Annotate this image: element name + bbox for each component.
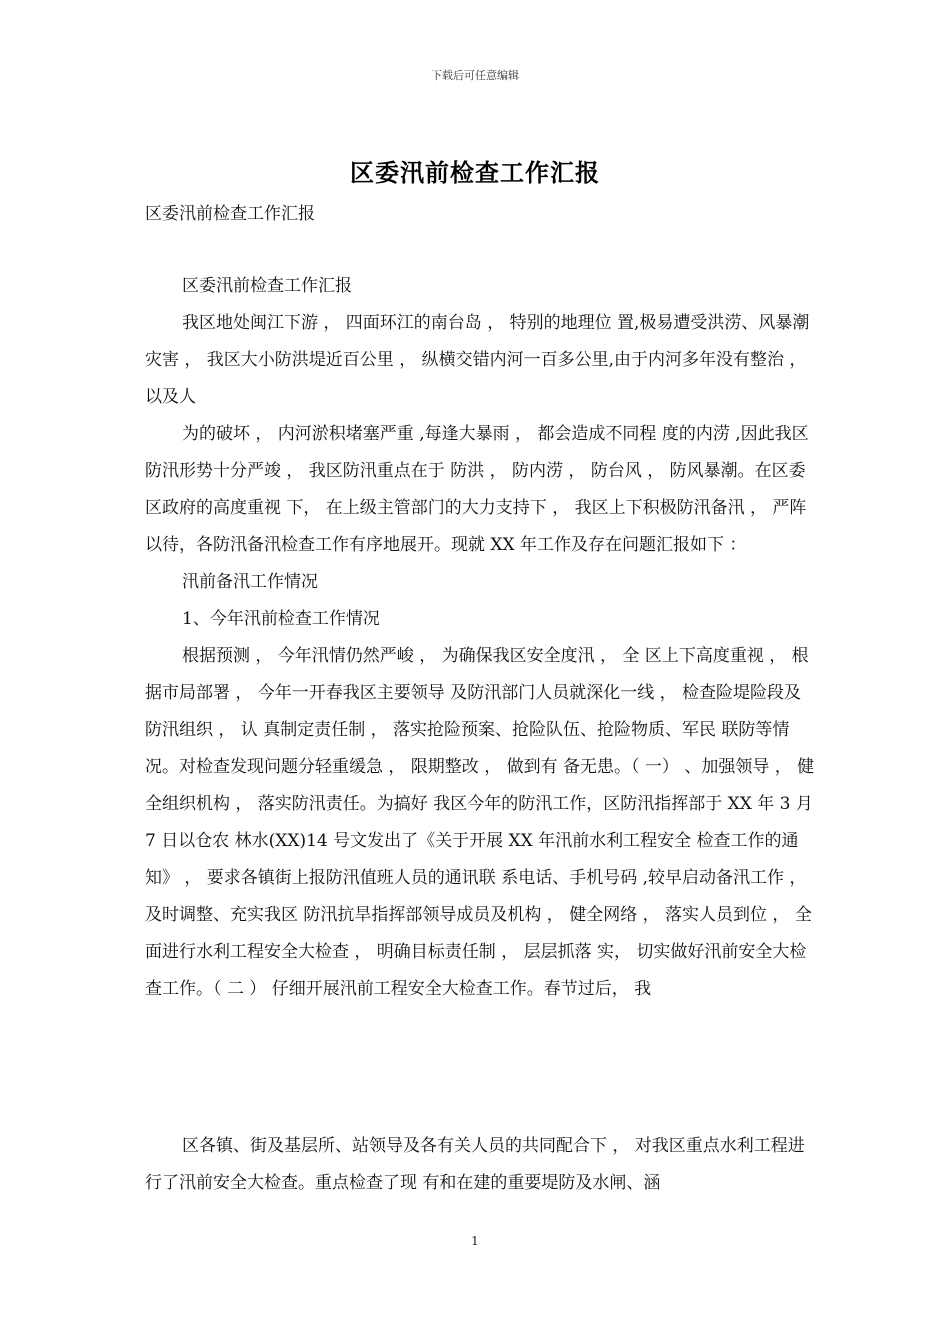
- body-text-section-2: [145, 1128, 817, 1202]
- section-heading-inspection: 1、今年汛前检查工作情况: [182, 609, 380, 629]
- document-title: 区委汛前检查工作汇报: [350, 158, 600, 187]
- header-note: 下载后可任意编辑: [431, 69, 519, 82]
- paragraph-location: 我区地处闽江下游 ， 四面环江的南台岛 ， 特别的地理位 置,极易遭受洪涝、风暴潮灾害 ， 我区大小防洪堤近百公里 ， 纵横交错内河一百多公里,由于内河多年没有整治 ， 以及人: [145, 313, 810, 407]
- paragraph-continued: 区各镇、街及基层所、站领导及各有关人员的共同配合下 ， 对我区重点水利工程进行了汛前安全大检查。重点检查了现 有和在建的重要堤防及水闸、涵: [145, 1136, 805, 1193]
- document-subtitle: 区委汛前检查工作汇报: [145, 204, 315, 224]
- page-number: 1: [471, 1234, 479, 1248]
- paragraph-inspection-details: 根据预测 ， 今年汛情仍然严峻 ， 为确保我区安全度汛 ， 全 区上下高度重视 ， 根据市局部署 ， 今年一开春我区主要领导 及防汛部门人员就深化一线 ， 检查险堤险段及防汛组织 ， 认 真制定责任制 ， 落实抢险预案、抢险队伍、抢险物质、军民 联防等情况。对检查发现问题分轻重缓急 ， 限期整改 ， 做到有 备无患。（ 一） 、加强领导 ， 健全组织机构 ， 落实防汛责任。为搞好 我区今年的防汛工作，区防汛指挥部于 XX 年 3 月 7 日以仓农 林水(XX)14 号文发出了《关于开展 XX 年汛前水利工程安全 检查工作的通知》 ， 要求各镇街上报防汛值班人员的通讯联 系电话、手机号码 ,较早启动备汛工作 ， 及时调整、充实我区 防汛抗旱指挥部领导成员及机构 ， 健全网络 ， 落实人员到位 ， 全面进行水利工程安全大检查 ， 明确目标责任制 ， 层层抓落 实， 切实做好汛前安全大检查工作。（ 二 ） 仔细开展汛前工程安全大检查工作。春节过后， 我: [145, 646, 815, 999]
- paragraph-flood-situation: 为的破坏 ， 内河淤积堵塞严重 ,每逢大暴雨 ， 都会造成不同程 度的内涝 ,因此我区防汛形势十分严竣 ， 我区防汛重点在于 防洪 ， 防内涝 ， 防台风 ， 防风暴潮。在区委区政府的高度重视 下， 在上级主管部门的大力支持下 ， 我区上下积极防汛备汛 ， 严阵以待，各防汛备汛检查工作有序地展开。现就 XX 年工作及存在问题汇报如下 ：: [145, 424, 809, 555]
- body-text-section-1: [145, 268, 817, 1008]
- section-heading-preparation: 汛前备汛工作情况: [182, 572, 318, 592]
- paragraph-heading-repeat: 区委汛前检查工作汇报: [182, 276, 352, 296]
